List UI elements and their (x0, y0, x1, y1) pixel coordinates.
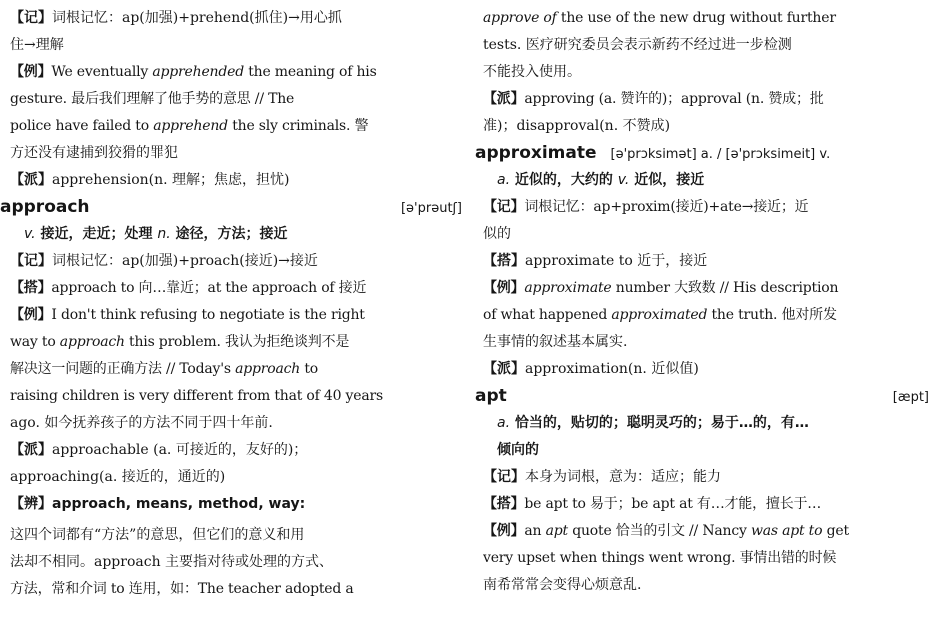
distinguish-tag: 【辨】 (10, 496, 52, 512)
derivative-tag: 【派】 (10, 442, 52, 458)
entry-line: 【搭】approximate to 近于，接近 (483, 253, 708, 269)
derivative-tag: 【派】 (10, 172, 52, 188)
definition-line: v. 接近，走近；处理 n. 途径，方法；接近 (24, 226, 288, 242)
example-tag: 【例】 (10, 307, 52, 323)
definition-line: a. 近似的，大约的 v. 近似，接近 (497, 172, 705, 188)
entry-line: 【记】词根记忆：ap(加强)+prehend(抓住)→用心抓 (10, 10, 342, 26)
entry-line: 【派】approving (a. 赞许的)；approval (n. 赞成；批 (483, 91, 824, 107)
entry-line: tests. 医疗研究委员会表示新药不经过进一步检测 (483, 37, 792, 53)
entry-line: 【派】approximation(n. 近似值) (483, 361, 699, 377)
entry-line: 生事情的叙述基本属实. (483, 334, 628, 350)
left-column (0, 5, 462, 603)
definition-line: a. 恰当的，贴切的；聪明灵巧的；易于…的，有… (497, 415, 809, 431)
entry-line: 【搭】approach to 向…靠近；at the approach of 接近 (10, 280, 367, 296)
entry-line: very upset when things went wrong. 事情出错的时候 (483, 550, 837, 566)
entry-line: of what happened approximated the truth. 他对所发 (483, 307, 837, 323)
memory-tag: 【记】 (483, 469, 525, 485)
entry-line: 【记】词根记忆：ap(加强)+proach(接近)→接近 (10, 253, 318, 269)
entry-line: ago. 如今抚养孩子的方法不同于四十年前. (10, 415, 273, 431)
entry-line: police have failed to apprehend the sly criminals. 警 (10, 118, 369, 134)
headword-row-approximate (475, 140, 929, 167)
right-column (475, 5, 929, 599)
pronunciation: [æpt] (892, 390, 929, 405)
entry-line: 【辨】approach, means, method, way: (10, 496, 306, 512)
entry-line: gesture. 最后我们理解了他手势的意思 // The (10, 91, 295, 107)
memory-tag: 【记】 (10, 253, 52, 269)
entry-line: 【搭】be apt to 易于；be apt at 有…才能，擅长于… (483, 496, 822, 512)
entry-line: approaching(a. 接近的，通近的) (10, 469, 226, 485)
memory-tag: 【记】 (10, 10, 52, 26)
entry-line: 准)；disapproval(n. 不赞成) (483, 118, 671, 134)
entry-line: 方还没有逮捕到狡猾的罪犯 (10, 145, 178, 161)
entry-line: 方法，常和介词 to 连用，如：The teacher adopted a (10, 581, 354, 597)
entry-line: 【派】apprehension(n. 理解；焦虑，担忧) (10, 172, 290, 188)
entry-line: 解决这一问题的正确方法 // Today's approach to (10, 361, 319, 377)
collocation-tag: 【搭】 (483, 496, 525, 512)
definition-line: 倾向的 (497, 442, 539, 458)
example-tag: 【例】 (10, 64, 52, 80)
entry-line: 【派】approachable (a. 可接近的，友好的)； (10, 442, 308, 458)
entry-line: 这四个词都有“方法”的意思，但它们的意义和用 (10, 527, 305, 543)
pronunciation: [ə'prəutʃ] (400, 201, 462, 216)
collocation-tag: 【搭】 (10, 280, 52, 296)
headword: approach (0, 197, 90, 217)
derivative-tag: 【派】 (483, 361, 525, 377)
entry-line: raising children is very different from that of 40 years (10, 388, 383, 404)
entry-line: 【例】approximate number 大致数 // His description (483, 280, 839, 296)
entry-line: 【例】I don't think refusing to negotiate is the right (10, 307, 365, 323)
entry-line: 【记】本身为词根，意为：适应；能力 (483, 469, 721, 485)
collocation-tag: 【搭】 (483, 253, 525, 269)
entry-line: approve of the use of the new drug without further (483, 10, 836, 26)
entry-line: 法却不相同。approach 主要指对待或处理的方式、 (10, 554, 334, 570)
headword: apt (475, 386, 507, 406)
headword: approximate (475, 143, 597, 163)
pronunciation: [ə'prɔksimət] a. / [ə'prɔksimeit] v. (610, 147, 831, 162)
entry-line: 【例】an apt quote 恰当的引文 // Nancy was apt to get (483, 523, 849, 539)
entry-line: 住→理解 (10, 37, 64, 53)
entry-line: 【记】词根记忆：ap+proxim(接近)+ate→接近；近 (483, 199, 809, 215)
example-tag: 【例】 (483, 280, 525, 296)
entry-line: 【例】We eventually apprehended the meaning of his (10, 64, 377, 80)
example-tag: 【例】 (483, 523, 525, 539)
entry-line: 不能投入使用。 (483, 64, 581, 80)
headword-row-apt (475, 383, 929, 410)
memory-tag: 【记】 (483, 199, 525, 215)
entry-line: 似的 (483, 226, 511, 242)
entry-line: 南希常常会变得心烦意乱. (483, 577, 642, 593)
entry-line: way to approach this problem. 我认为拒绝谈判不是 (10, 334, 350, 350)
headword-row-approach (0, 194, 462, 221)
derivative-tag: 【派】 (483, 91, 525, 107)
